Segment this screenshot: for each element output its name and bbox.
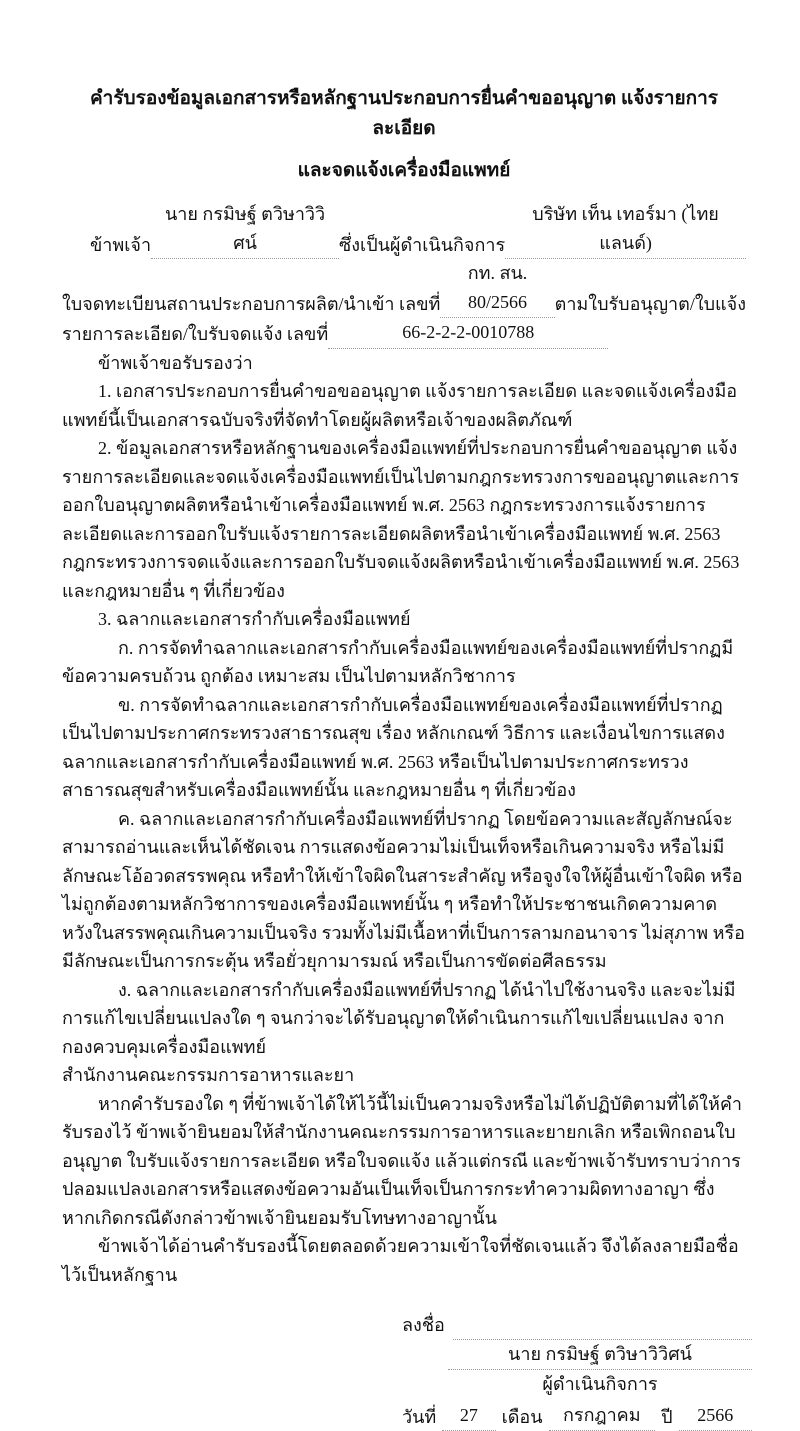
date-month-field: กรกฎาคม — [549, 1401, 656, 1431]
company-name-field: บริษัท เท็น เทอร์มา (ไทยแลนด์) — [505, 200, 746, 259]
document-title — [62, 84, 746, 186]
paragraph-item-3d: ง. ฉลากและเอกสารกำกับเครื่องมือแพทย์ที่ปรากฏ ได้นำไปใช้งานจริง และจะไม่มีการแก้ไขเปลี่ยนแปลงใด ๆ จนกว่าจะได้รับอนุญาตให้ดำเนินการแก้ไขเปลี่ยนแปลง จากกองควบคุมเครื่องมือแพทย์ — [62, 976, 746, 1062]
paragraph-item-3: 3. ฉลากและเอกสารกำกับเครื่องมือแพทย์ — [62, 605, 746, 634]
document-title-line2: และจดแจ้งเครื่องมือแพทย์ — [62, 156, 746, 186]
year-label: ปี — [655, 1403, 678, 1431]
paragraph-item-1: 1. เอกสารประกอบการยื่นคำขอขออนุญาต แจ้งรายการละเอียด และจดแจ้งเครื่องมือแพทย์นี้เป็นเอกสารฉบับจริงที่จัดทำโดยผู้ผลิตหรือเจ้าของผลิตภัณฑ์ — [62, 377, 746, 434]
listing-number-field: 66-2-2-2-0010788 — [328, 318, 608, 349]
signature-line — [453, 1315, 752, 1340]
operator-label: ซึ่งเป็นผู้ดำเนินกิจการ — [339, 231, 505, 260]
applicant-row — [62, 200, 746, 259]
signature-line-row — [402, 1311, 752, 1340]
paragraph-fda-office: สำนักงานคณะกรรมการอาหารและยา — [62, 1061, 746, 1090]
certification-body — [62, 349, 746, 1290]
applicant-label: ข้าพเจ้า — [62, 231, 151, 260]
date-year-field: 2566 — [679, 1401, 752, 1431]
establishment-row — [62, 259, 746, 318]
sign-label: ลงชื่อ — [402, 1311, 453, 1340]
signature-date-row — [402, 1401, 752, 1431]
paragraph-item-2: 2. ข้อมูลเอกสารหรือหลักฐานของเครื่องมือแพทย์ที่ประกอบการยื่นคำขออนุญาต แจ้งรายการละเอียดและจดแจ้งเครื่องมือแพทย์เป็นไปตามกฎกระทรวงการขออนุญาตและการออกใบอนุญาตผลิตหรือนำเข้าเครื่องมือแพทย์ พ.ศ. 2563 กฎกระทรวงการแจ้งรายการละเอียดและการออกใบรับแจ้งรายการละเอียดผลิตหรือนำเข้าเครื่องมือแพทย์ พ.ศ. 2563 กฎกระทรวงการจดแจ้งและการออกใบรับจดแจ้งผลิตหรือนำเข้าเครื่องมือแพทย์ พ.ศ. 2563 และกฎหมายอื่น ๆ ที่เกี่ยวข้อง — [62, 434, 746, 605]
month-label: เดือน — [496, 1403, 549, 1431]
paragraph-item-3c: ค. ฉลากและเอกสารกำกับเครื่องมือแพทย์ที่ปรากฏ โดยข้อความและสัญลักษณ์จะสามารถอ่านและเห็นได้ชัดเจน การแสดงข้อความไม่เป็นเท็จหรือเกินความจริง หรือไม่มีลักษณะโอ้อวดสรรพคุณ หรือทำให้เข้าใจผิดในสาระสำคัญ หรือจูงใจให้ผู้อื่นเข้าใจผิด หรือไม่ถูกต้องตามหลักวิชาการของเครื่องมือแพทย์นั้น ๆ หรือทำให้ประชาชนเกิดความคาดหวังในสรรพคุณเกินความเป็นจริง รวมทั้งไม่มีเนื้อหาที่เป็นการลามกอนาจาร ไม่สุภาพ หรือมีลักษณะเป็นการกระตุ้น หรือยั่วยุกามารมณ์ หรือเป็นการขัดต่อศีลธรรม — [62, 805, 746, 976]
applicant-info-section — [62, 200, 746, 349]
listing-row — [62, 318, 746, 349]
signature-section — [402, 1311, 752, 1431]
listing-label: รายการละเอียด/ใบรับจดแจ้ง เลขที่ — [62, 320, 328, 349]
signer-title: ผู้ดำเนินกิจการ — [448, 1370, 752, 1399]
per-license-label: ตามใบรับอนุญาต/ใบแจ้ง — [555, 290, 746, 319]
paragraph-item-3a: ก. การจัดทำฉลากและเอกสารกำกับเครื่องมือแพทย์ของเครื่องมือแพทย์ที่ปรากฏมีข้อความครบถ้วน ถูกต้อง เหมาะสม เป็นไปตามหลักวิชาการ — [62, 634, 746, 691]
establishment-number-field: กท. สน. 80/2566 — [440, 259, 554, 318]
paragraph-penalty-clause: หากคำรับรองใด ๆ ที่ข้าพเจ้าได้ให้ไว้นี้ไม่เป็นความจริงหรือไม่ได้ปฏิบัติตามที่ได้ให้คำรับรองไว้ ข้าพเจ้ายินยอมให้สำนักงานคณะกรรมการอาหารและยายกเลิก หรือเพิกถอนใบอนุญาต ใบรับแจ้งรายการละเอียด หรือใบจดแจ้ง แล้วแต่กรณี และข้าพเจ้ารับทราบว่าการปลอมแปลงเอกสารหรือแสดงข้อความอันเป็นเท็จเป็นการกระทำความผิดทางอาญา ซึ่งหากเกิดกรณีดังกล่าวข้าพเจ้ายินยอมรับโทษทางอาญานั้น — [62, 1090, 746, 1233]
signer-printed-name: นาย กรมิษฐ์ ตวิษาวิวิศน์ — [448, 1340, 752, 1371]
document-title-line1: คำรับรองข้อมูลเอกสารหรือหลักฐานประกอบการยื่นคำขออนุญาต แจ้งรายการละเอียด — [62, 84, 746, 144]
establishment-label: ใบจดทะเบียนสถานประกอบการผลิต/นำเข้า เลขที่ — [62, 290, 440, 319]
date-day-field: 27 — [442, 1401, 495, 1431]
paragraph-item-3b: ข. การจัดทำฉลากและเอกสารกำกับเครื่องมือแพทย์ของเครื่องมือแพทย์ที่ปรากฏเป็นไปตามประกาศกระทรวงสาธารณสุข เรื่อง หลักเกณฑ์ วิธีการ และเงื่อนไขการแสดงฉลากและเอกสารกำกับเครื่องมือแพทย์ พ.ศ. 2563 หรือเป็นไปตามประกาศกระทรวงสาธารณสุขสำหรับเครื่องมือแพทย์นั้น และกฎหมายอื่น ๆ ที่เกี่ยวข้อง — [62, 691, 746, 805]
paragraph-acknowledgement: ข้าพเจ้าได้อ่านคำรับรองนี้โดยตลอดด้วยความเข้าใจที่ชัดเจนแล้ว จึงได้ลงลายมือชื่อไว้เป็นหลักฐาน — [62, 1232, 746, 1289]
paragraph-certify-intro: ข้าพเจ้าขอรับรองว่า — [62, 349, 746, 378]
date-label: วันที่ — [402, 1403, 442, 1431]
applicant-name-field: นาย กรมิษฐ์ ตวิษาวิวิศน์ — [151, 200, 339, 259]
